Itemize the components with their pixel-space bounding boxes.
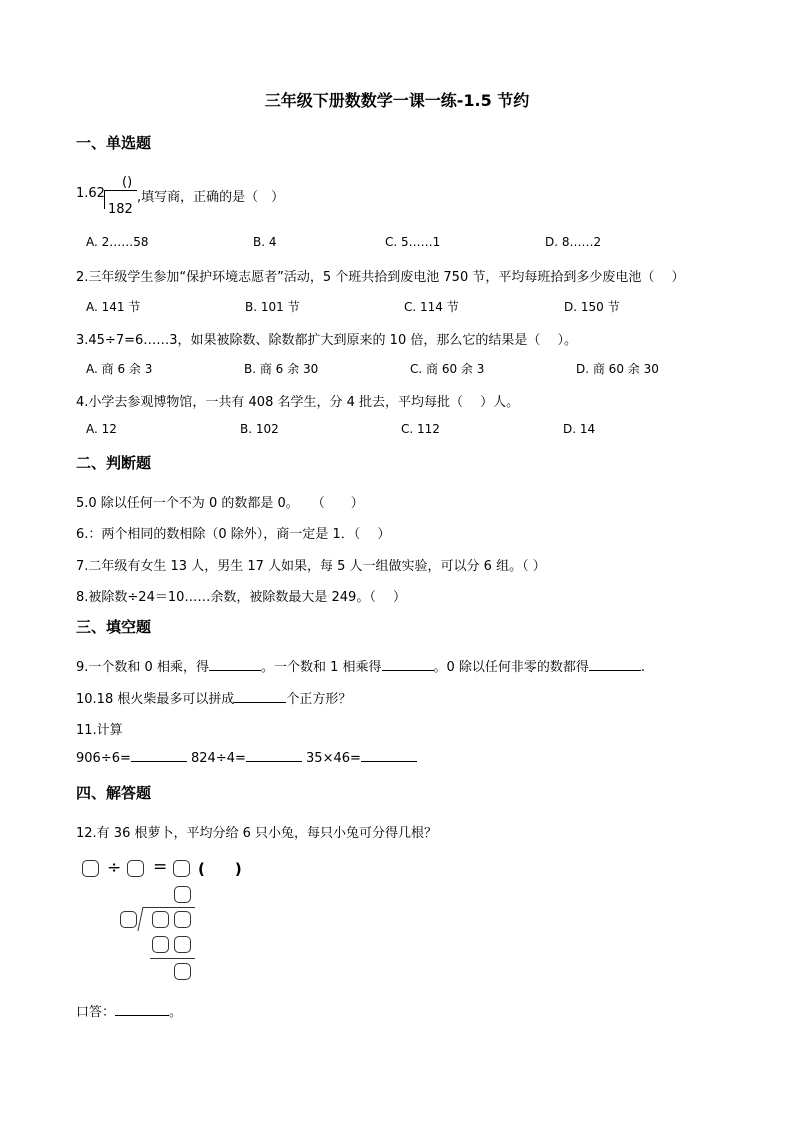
q1-text: ,填写商，正确的是（ ）: [137, 190, 285, 205]
q11-expr-1: 906÷6=: [76, 751, 131, 766]
q1-paren: (): [122, 175, 133, 190]
equation-box-divisor[interactable]: [127, 860, 144, 877]
page-title: 三年级下册数数学一课一练-1.5 节约: [264, 91, 530, 110]
q3-option-d[interactable]: D. 商 60 余 30: [576, 362, 659, 376]
q9-part-d: .: [640, 660, 646, 675]
equation-box-dividend[interactable]: [82, 860, 99, 877]
section-true-false: 二、判断题: [76, 454, 152, 472]
long-division-top-line: [143, 907, 195, 908]
long-division-dividend-box-1[interactable]: [152, 911, 169, 928]
q2-option-b[interactable]: B. 101 节: [245, 300, 300, 314]
q9-part-a: 9.一个数和 0 相乘，得: [76, 660, 209, 675]
q9-blank-2[interactable]: [382, 660, 434, 671]
q10-part-b: 个正方形？: [286, 692, 352, 707]
long-division-product-box-2[interactable]: [174, 936, 191, 953]
q11-expr-3: 35×46=: [306, 751, 361, 766]
section-single-choice: 一、单选题: [76, 134, 152, 152]
q3-option-a[interactable]: A. 商 6 余 3: [86, 362, 153, 376]
q2-option-a[interactable]: A. 141 节: [86, 300, 141, 314]
long-division-quotient-box[interactable]: [174, 886, 191, 903]
q1-option-c[interactable]: C. 5……1: [385, 235, 441, 249]
unit-paren: ( ): [198, 860, 242, 878]
equals-symbol: =: [153, 857, 168, 877]
q2-option-c[interactable]: C. 114 节: [404, 300, 459, 314]
question-4: 4.小学去参观博物馆，一共有 408 名学生，分 4 批去，平均每批（ ）人。: [76, 395, 520, 410]
q4-option-a[interactable]: A. 12: [86, 422, 117, 436]
question-3: 3.45÷7=6……3，如果被除数、除数都扩大到原来的 10 倍，那么它的结果是（ ）。: [76, 333, 577, 348]
q2-option-d[interactable]: D. 150 节: [564, 300, 620, 314]
question-7: 7.二年级有女生 13 人，男生 17 人如果，每 5 人一组做实验，可以分 6 组。（ ）: [76, 559, 546, 574]
long-division-bottom-line: [150, 958, 195, 959]
q11-expr-2: 824÷4=: [191, 751, 246, 766]
section-fill-blank: 三、填空题: [76, 618, 152, 636]
q9-part-c: 。0 除以任何非零的数都得: [433, 660, 589, 675]
q11-blank-3[interactable]: [361, 751, 417, 762]
q1-dividend: 182: [108, 202, 133, 217]
q4-option-d[interactable]: D. 14: [563, 422, 596, 436]
answer-end: 。: [169, 1005, 183, 1020]
equation-box-quotient[interactable]: [173, 860, 190, 877]
question-12: 12.有 36 根萝卜，平均分给 6 只小兔，每只小兔可分得几根？: [76, 826, 438, 841]
q9-blank-3[interactable]: [589, 660, 641, 671]
question-10: [76, 688, 351, 707]
answer-label: 口答：: [76, 1005, 116, 1020]
long-division-dividend-box-2[interactable]: [174, 911, 191, 928]
long-division-divisor-box[interactable]: [120, 911, 137, 928]
question-8: 8.被除数÷24＝10……余数，被除数最大是 249。（ ）: [76, 590, 406, 605]
q9-part-b: 。一个数和 1 相乘得: [260, 660, 382, 675]
question-6: 6.：两个相同的数相除（0 除外），商一定是 1．（ ）: [76, 527, 391, 542]
q1-option-b[interactable]: B. 4: [253, 235, 277, 249]
divide-symbol: ÷: [107, 858, 122, 878]
q1-option-d[interactable]: D. 8……2: [545, 235, 602, 249]
q4-option-b[interactable]: B. 102: [240, 422, 279, 436]
q10-blank[interactable]: [234, 692, 286, 703]
q3-option-b[interactable]: B. 商 6 余 30: [244, 362, 319, 376]
q1-prefix: 1.62: [76, 186, 105, 201]
question-2: 2.三年级学生参加“保护环境志愿者”活动，5 个班共拾到废电池 750 节，平均每班拾到多少废电池（ ）: [76, 270, 685, 285]
question-11-expressions: [76, 751, 417, 766]
answer-blank[interactable]: [115, 1005, 169, 1016]
q1-option-a[interactable]: A. 2……58: [86, 235, 149, 249]
question-1: [76, 186, 105, 201]
long-division-remainder-box[interactable]: [174, 963, 191, 980]
long-division-product-box-1[interactable]: [152, 936, 169, 953]
question-11-label: 11.计算: [76, 723, 123, 738]
q10-part-a: 10.18 根火柴最多可以拼成: [76, 692, 235, 707]
long-division-bracket: [137, 907, 147, 931]
question-9: [76, 656, 645, 675]
q3-option-c[interactable]: C. 商 60 余 3: [410, 362, 485, 376]
q4-option-c[interactable]: C. 112: [401, 422, 440, 436]
q11-blank-2[interactable]: [246, 751, 302, 762]
section-solve: 四、解答题: [76, 784, 152, 802]
answer-line: [76, 1001, 182, 1020]
q11-blank-1[interactable]: [131, 751, 187, 762]
question-5: 5.0 除以任何一个不为 0 的数都是 0。 （ ）: [76, 496, 364, 511]
q9-blank-1[interactable]: [209, 660, 261, 671]
